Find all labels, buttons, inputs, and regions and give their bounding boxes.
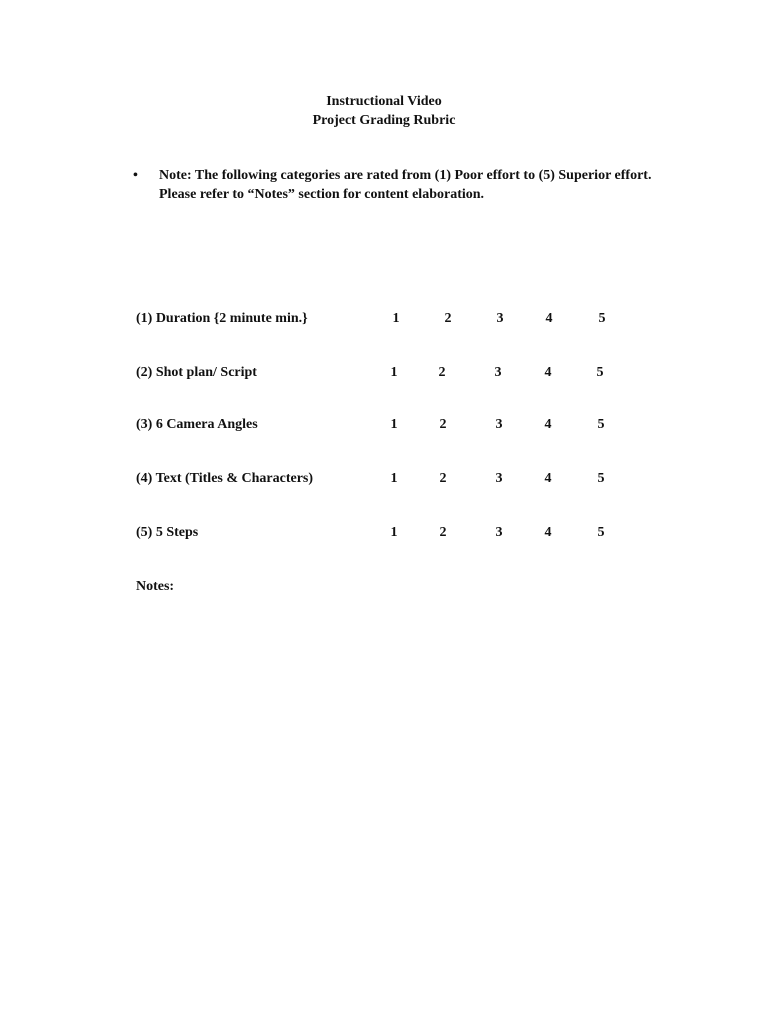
rating-3: 3: [495, 417, 503, 432]
rubric-row-4: [136, 469, 636, 489]
rating-3: 3: [495, 525, 503, 540]
rating-4: 4: [545, 311, 553, 326]
rating-1: 1: [390, 525, 398, 540]
rating-4: 4: [544, 417, 552, 432]
rubric-row-label: (4) Text (Titles & Characters): [136, 471, 314, 486]
rating-2: 2: [438, 365, 446, 380]
rubric-row-2: [136, 363, 636, 383]
rating-3: 3: [496, 311, 504, 326]
rating-5: 5: [596, 365, 604, 380]
rating-2: 2: [444, 311, 452, 326]
rubric-row-label: (3) 6 Camera Angles: [136, 417, 258, 432]
rating-5: 5: [598, 311, 606, 326]
rubric-row-label: (5) 5 Steps: [136, 525, 199, 540]
document-title: [0, 92, 768, 130]
note-text: Note: The following categories are rated from (1) Poor effort to (5) Superior effort. Please refer to “Notes” section for content elaboration.: [159, 168, 652, 202]
rating-3: 3: [495, 471, 503, 486]
rating-5: 5: [597, 471, 605, 486]
rating-2: 2: [439, 417, 447, 432]
rating-1: 1: [390, 471, 398, 486]
note-bullet: [133, 166, 673, 204]
rating-4: 4: [544, 471, 552, 486]
rating-3: 3: [494, 365, 502, 380]
rating-5: 5: [597, 525, 605, 540]
rubric-row-label: (2) Shot plan/ Script: [136, 365, 257, 380]
rating-5: 5: [597, 417, 605, 432]
rating-2: 2: [439, 471, 447, 486]
rubric-row-3: [136, 415, 636, 435]
bullet-icon: •: [133, 168, 138, 183]
title-line-2: Project Grading Rubric: [312, 113, 456, 128]
rating-1: 1: [392, 311, 400, 326]
rating-2: 2: [439, 525, 447, 540]
title-line-1: Instructional Video: [326, 94, 442, 109]
rating-4: 4: [544, 365, 552, 380]
rubric-row-1: [136, 309, 636, 329]
rating-1: 1: [390, 365, 398, 380]
notes-label: Notes:: [136, 579, 175, 594]
rating-1: 1: [390, 417, 398, 432]
rating-4: 4: [544, 525, 552, 540]
rubric-row-label: (1) Duration {2 minute min.}: [136, 311, 308, 326]
rubric-row-5: [136, 523, 636, 543]
